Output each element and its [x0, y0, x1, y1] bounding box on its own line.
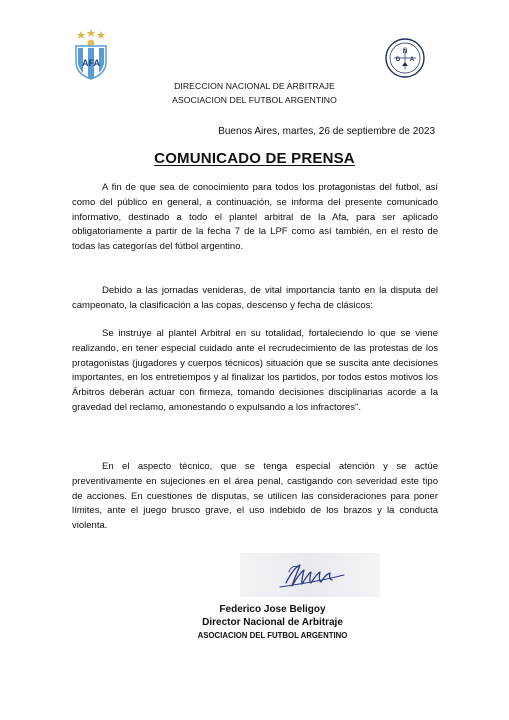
org-line-2: ASOCIACION DEL FUTBOL ARGENTINO: [172, 95, 337, 105]
handwritten-signature-icon: [240, 553, 380, 597]
body-paragraph-1: A fin de que sea de conocimiento para todos los protagonistas del futbol, así como del público en general, a continuación, se informa del presente comunicado informativo, destinado a todo el plantel arbitral de la Afa, para ser aplicado obligatoriamente a partir de la fecha 7 de la LPF como así también, en el resto de todas las categorías del fútbol argentino.: [72, 182, 438, 253]
signature-area: [240, 553, 380, 597]
seal-letter-n: N: [402, 49, 408, 55]
afa-crest-logo-text: AFA: [82, 58, 100, 68]
body-paragraph-2: Debido a las jornadas venideras, de vital importancia tanto en la disputa del campeonato, la clasificación a las copas, descenso y fecha de clásicos:: [72, 285, 438, 311]
document-title: COMUNICADO DE PRENSA: [154, 150, 355, 167]
org-line-1: DIRECCION NACIONAL DE ARBITRAJE: [174, 81, 335, 91]
seal-letter-a: A: [409, 57, 415, 63]
signer-organization: ASOCIACION DEL FUTBOL ARGENTINO: [197, 631, 348, 640]
dna-seal-icon: [385, 38, 425, 78]
signer-role: Director Nacional de Arbitraje: [202, 617, 343, 628]
document-date: Buenos Aires, martes, 26 de septiembre de 2023: [218, 126, 435, 137]
body-paragraph-3: Se instruye al plantel Arbitral en su totalidad, fortaleciendo lo que se viene realizando, en tener especial cuidado ante el recrudecimiento de las protestas de los protagonistas (jugadores y cuerpos técnicos) situación que se suscita ante decisiones importantes, en los entretiempos y al finalizar los partidos, por todos estos motivos los Árbitros deberán actuar con firmeza, tomando decisiones disciplinarias acorde a la gravedad del reclamo, amonestando o expulsando a los infractores".: [72, 328, 438, 413]
afa-crest-icon: [72, 28, 110, 80]
seal-letter-d: D: [395, 57, 401, 63]
body-paragraph-4: En el aspecto técnico, que se tenga especial atención y se actúe preventivamente en sujeciones en el área penal, castigando con severidad este tipo de acciones. En cuestiones de disputas, se utilicen las consideraciones para poner límites, ante el juego brusco grave, el uso indebido de los brazos y la conducta violenta.: [72, 461, 438, 532]
signer-name: Federico Jose Beligoy: [219, 604, 326, 615]
